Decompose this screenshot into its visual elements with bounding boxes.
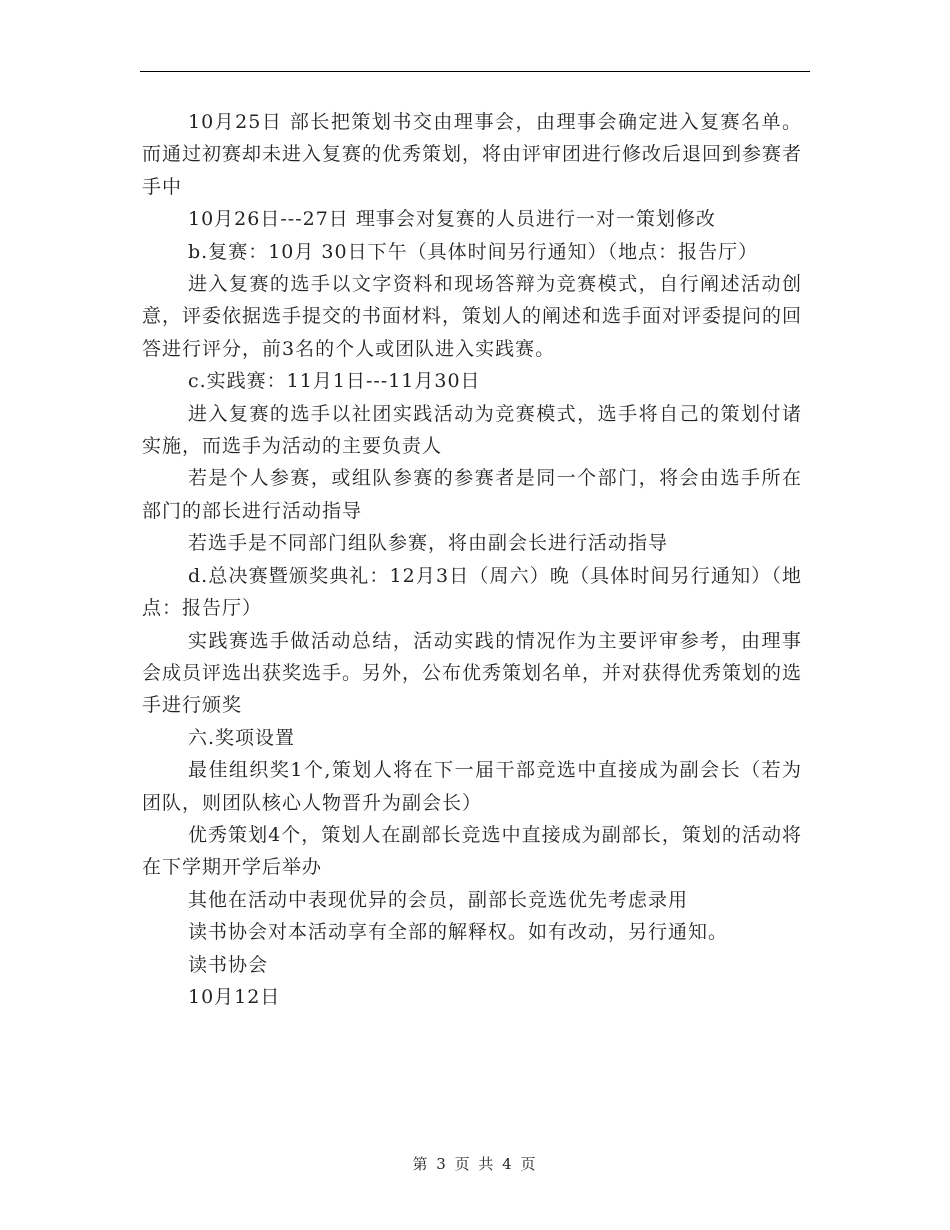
paragraph-schedule-oct26: 10月26日---27日 理事会对复赛的人员进行一对一策划修改 — [188, 208, 716, 231]
paragraph-schedule-oct25: 10月25日 部长把策划书交由理事会，由理事会确定进入复赛名单。而通过初赛却未进入复赛的优秀策划，将由评审团进行修改后退回到参赛者手中 — [142, 111, 803, 198]
header-rule — [140, 71, 810, 72]
paragraph-excellent-plan-award: 优秀策划4个，策划人在副部长竞选中直接成为副部长，策划的活动将在下学期开学后举办 — [142, 823, 802, 879]
paragraph-final-heading: d.总决赛暨颁奖典礼：12月3日（周六）晚（具体时间另行通知）（地点：报告厅） — [142, 564, 802, 620]
paragraph-other-members: 其他在活动中表现优异的会员，副部长竞选优先考虑录用 — [188, 888, 689, 911]
page-number-footer: 第 3 页 共 4 页 — [412, 1155, 538, 1173]
paragraph-individual-guidance: 若是个人参赛，或组队参赛的参赛者是同一个部门，将会由选手所在部门的部长进行活动指导 — [142, 467, 802, 522]
section-heading-awards: 六.奖项设置 — [188, 726, 296, 749]
document-body — [142, 106, 802, 1013]
paragraph-cross-dept-guidance: 若选手是不同部门组队参赛，将由副会长进行活动指导 — [188, 532, 669, 555]
signature-organization: 读书协会 — [188, 953, 269, 976]
paragraph-best-organization-award: 最佳组织奖1个,策划人将在下一届干部竞选中直接成为副会长（若为团队，则团队核心人物晋升为副会长） — [142, 759, 802, 814]
paragraph-semifinal-heading: b.复赛：10月 30日下午（具体时间另行通知）（地点：报告厅） — [188, 240, 759, 263]
paragraph-semifinal-rules: 进入复赛的选手以文字资料和现场答辩为竞赛模式，自行阐述活动创意，评委依据选手提交的书面材料，策划人的阐述和选手面对评委提问的回答进行评分，前3名的个人或团队进入实践赛。 — [142, 273, 803, 360]
paragraph-interpretation-right: 读书协会对本活动享有全部的解释权。如有改动，另行通知。 — [188, 921, 729, 944]
paragraph-practice-rules: 进入复赛的选手以社团实践活动为竞赛模式，选手将自己的策划付诸实施，而选手为活动的主要负责人 — [142, 402, 802, 458]
signature-date: 10月12日 — [188, 985, 281, 1008]
paragraph-practice-heading: c.实践赛：11月1日---11月30日 — [188, 370, 481, 393]
paragraph-final-rules: 实践赛选手做活动总结，活动实践的情况作为主要评审参考，由理事会成员评选出获奖选手。另外，公布优秀策划名单，并对获得优秀策划的选手进行颁奖 — [142, 629, 803, 717]
